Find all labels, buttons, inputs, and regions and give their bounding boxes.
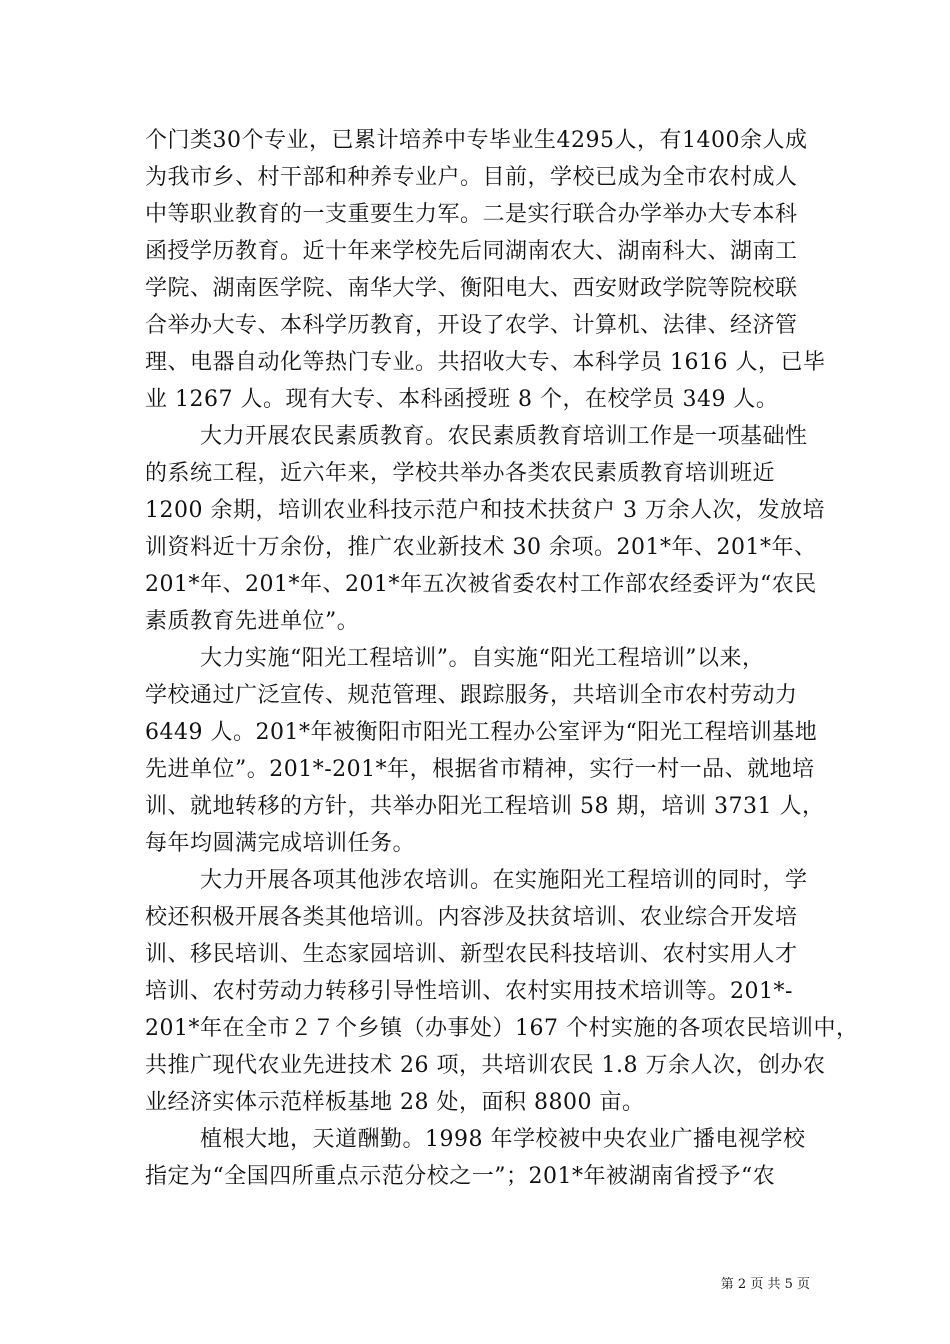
text-line: 学院、湖南医学院、南华大学、衡阳电大、西安财政学院等院校联 <box>145 276 798 301</box>
text-line: 先进单位”。201*-201*年，根据省市精神，实行一村一品、就地培 <box>145 757 815 782</box>
text-line: 每年均圆满完成培训任务。 <box>145 831 416 856</box>
text-line: 理、电器自动化等热门专业。共招收大专、本科学员 1616 人，已毕 <box>145 350 826 375</box>
paragraph-first-line: 大力开展各项其他涉农培训。在实施阳光工程培训的同时，学 <box>200 868 808 893</box>
text-line: 业 1267 人。现有大专、本科函授班 8 个，在校学员 349 人。 <box>145 387 779 412</box>
text-line: 中等职业教育的一支重要生力军。二是实行联合办学举办大专本科 <box>145 202 798 227</box>
text-line: 业经济实体示范样板基地 28 处，面积 8800 亩。 <box>145 1090 645 1115</box>
text-line: 共推广现代农业先进技术 26 项，共培训农民 1.8 万余人次，创办农 <box>145 1053 826 1078</box>
text-line: 201*年在全市２７个乡镇（办事处）167 个村实施的各项农民培训中， <box>145 1016 859 1041</box>
text-line: 训、移民培训、生态家园培训、新型农民科技培训、农村实用人才 <box>145 942 798 967</box>
text-line: 函授学历教育。近十年来学校先后同湖南农大、湖南科大、湖南工 <box>145 239 798 264</box>
text-line: 为我市乡、村干部和种养专业户。目前，学校已成为全市农村成人 <box>145 165 798 190</box>
text-line: 6449 人。201*年被衡阳市阳光工程办公室评为“阳光工程培训基地 <box>145 720 818 745</box>
text-line: 训资料近十万余份，推广农业新技术 30 余项。201*年、201*年、 <box>145 535 817 560</box>
paragraph-first-line: 植根大地，天道酬勤。1998 年学校被中央农业广播电视学校 <box>200 1127 806 1152</box>
page-number: 第 2 页 共 5 页 <box>720 1277 810 1292</box>
text-line: 素质教育先进单位”。 <box>145 609 360 634</box>
text-line: 的系统工程，近六年来，学校共举办各类农民素质教育培训班近 <box>145 461 776 486</box>
text-line: 学校通过广泛宣传、规范管理、跟踪服务，共培训全市农村劳动力 <box>145 683 798 708</box>
text-line: 训、就地转移的方针，共举办阳光工程培训 58 期，培训 3731 人， <box>145 794 825 819</box>
text-line: 201*年、201*年、201*年五次被省委农村工作部农经委评为“农民 <box>145 572 817 597</box>
text-line: 指定为“全国四所重点示范分校之一”；201*年被湖南省授予“农 <box>145 1164 776 1189</box>
text-line: 1200 余期，培训农业科技示范户和技术扶贫户 3 万余人次，发放培 <box>145 498 825 523</box>
text-line: 合举办大专、本科学历教育，开设了农学、计算机、法律、经济管 <box>145 313 798 338</box>
text-line: 培训、农村劳动力转移引导性培训、农村实用技术培训等。201*- <box>145 979 793 1004</box>
paragraph-first-line: 大力实施“阳光工程培训”。自实施“阳光工程培训”以来， <box>200 646 765 671</box>
text-line: 个门类30个专业，已累计培养中专毕业生4295人，有1400余人成 <box>145 128 808 153</box>
text-line: 校还积极开展各类其他培训。内容涉及扶贫培训、农业综合开发培 <box>145 905 798 930</box>
paragraph-first-line: 大力开展农民素质教育。农民素质教育培训工作是一项基础性 <box>200 424 808 449</box>
